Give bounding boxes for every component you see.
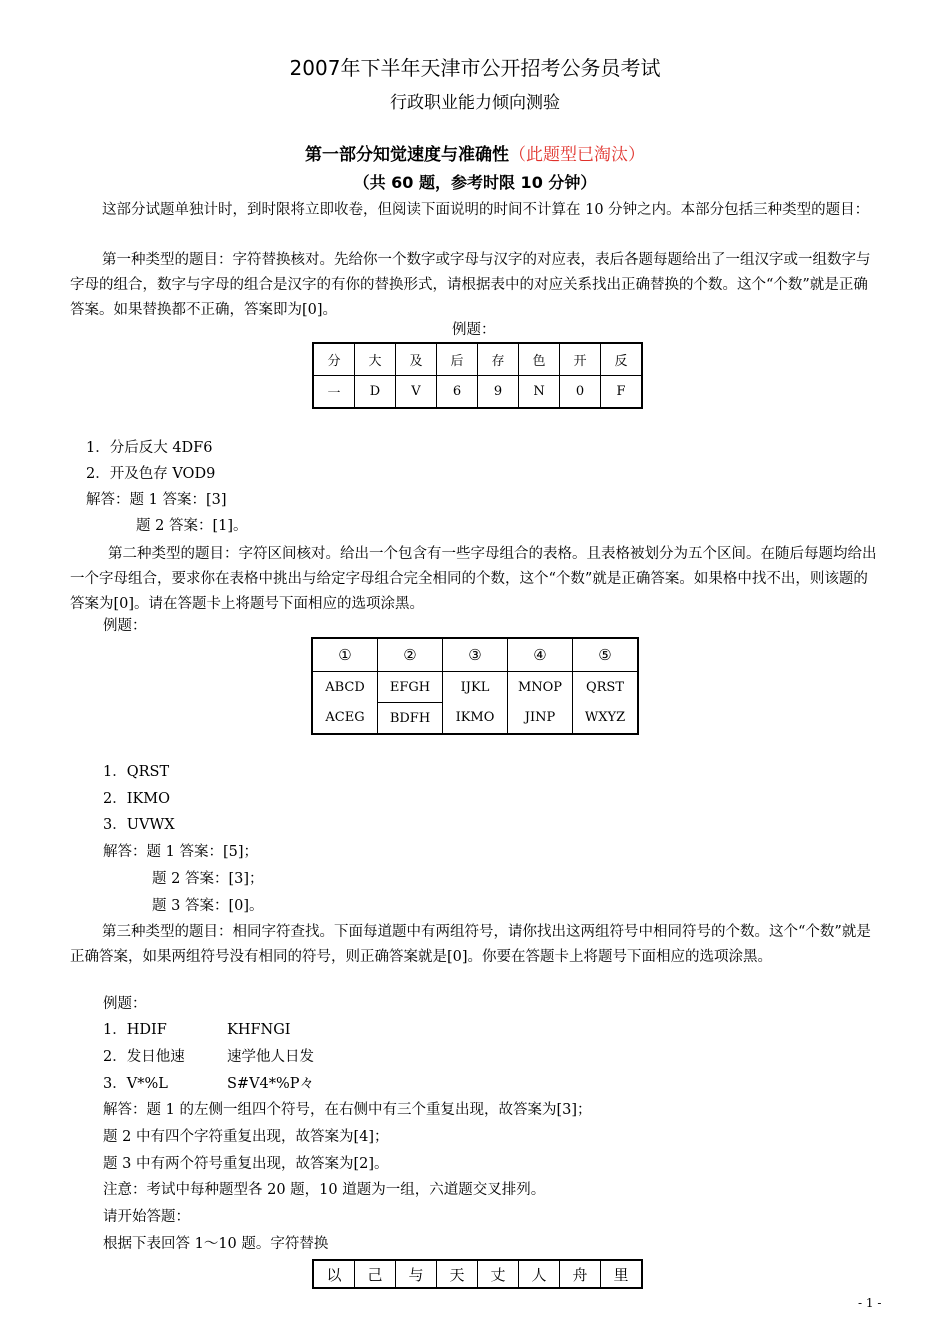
notice-text: 注意：考试中每种题型各 20 题，10 道题为一组，六道题交叉排列。 — [103, 1182, 546, 1198]
table-cell: 及 — [396, 343, 437, 376]
type3-description: 第三种类型的题目：相同字符查找。下面每道题中有两组符号，请你找出这两组符号中相同符号的个数。这个“个数”就是正确答案，如果两组符号没有相同的符号，则正确答案就是[0]。你要在答题卡上将题号下面相应的选项涂黑。 — [70, 924, 871, 965]
table-cell: 9 — [478, 376, 519, 409]
type1-example-label: 例题： — [452, 322, 496, 338]
table-cell: 己 — [355, 1260, 396, 1288]
table-cell: 里 — [601, 1260, 643, 1288]
type3-question-1-left: 1．HDIF — [103, 1022, 167, 1038]
type2-example-label: 例题： — [103, 618, 147, 634]
type2-answer-1: 解答：题 1 答案：[5]； — [103, 844, 258, 860]
type2-description: 第二种类型的题目：字符区间核对。给出一个包含有一些字母组合的表格。且表格被划分为五个区间。在随后每题均给出一个字母组合，要求你在表格中挑出与给定字母组合完全相同的个数，这个“个数”就是正确答案。如果格中找不出，则该题的答案为[0]。请在答题卡上将题号下面相应的选项涂黑。 — [70, 546, 877, 612]
table-header-cell: ⑤ — [573, 638, 639, 672]
table-cell: 存 — [478, 343, 519, 376]
type1-table-row-bottom — [313, 376, 642, 409]
table-cell: QRST — [573, 672, 639, 703]
section-intro: 根据下表回答 1～10 题。字符替换 — [103, 1236, 329, 1252]
table-cell: V — [396, 376, 437, 409]
type2-question-1: 1．QRST — [103, 764, 170, 780]
type2-answer-2: 题 2 答案：[3]； — [152, 871, 264, 887]
table-cell: 以 — [313, 1260, 355, 1288]
type3-question-3-left: 3．V*%L — [103, 1076, 168, 1092]
type2-table-row-2 — [312, 703, 638, 735]
table-cell: N — [519, 376, 560, 409]
type2-question-2: 2．IKMO — [103, 791, 171, 807]
type1-answer-1: 解答：题 1 答案：[3] — [86, 492, 227, 508]
table-header-cell: ① — [312, 638, 378, 672]
table-cell: ACEG — [312, 703, 378, 735]
table-cell: 一 — [313, 376, 355, 409]
table-cell: 与 — [396, 1260, 437, 1288]
question-table-row — [313, 1260, 642, 1288]
document-title: 2007年下半年天津市公开招考公务员考试 — [289, 56, 661, 80]
table-cell: IJKL — [443, 672, 508, 703]
type1-question-2: 2．开及色存 VOD9 — [86, 466, 216, 482]
table-cell: 0 — [560, 376, 601, 409]
table-cell: D — [355, 376, 396, 409]
type3-example-label: 例题： — [103, 996, 147, 1012]
type3-question-1-right: KHFNGI — [227, 1022, 291, 1038]
table-header-cell: ③ — [443, 638, 508, 672]
type1-table-row-top — [313, 343, 642, 376]
table-cell: IKMO — [443, 703, 508, 735]
type2-answer-3: 题 3 答案：[0]。 — [152, 898, 264, 914]
type1-table — [312, 342, 643, 409]
type3-answer-2: 题 2 中有四个字符重复出现，故答案为[4]； — [103, 1129, 389, 1145]
type2-question-3: 3．UVWX — [103, 817, 175, 833]
question-table — [312, 1259, 643, 1289]
start-text: 请开始答题： — [103, 1209, 190, 1225]
table-cell: ABCD — [312, 672, 378, 703]
part-title-text: 第一部分知觉速度与准确性 — [305, 145, 509, 165]
table-cell: JINP — [508, 703, 573, 735]
table-cell: 大 — [355, 343, 396, 376]
type3-question-2-right: 速学他人日发 — [227, 1049, 314, 1065]
table-cell: 色 — [519, 343, 560, 376]
type2-table-header — [312, 638, 638, 672]
table-cell: 舟 — [560, 1260, 601, 1288]
type3-question-2-left: 2．发日他速 — [103, 1049, 185, 1065]
type3-answer-1: 解答：题 1 的左侧一组四个符号，在右侧中有三个重复出现，故答案为[3]； — [103, 1102, 592, 1118]
type2-table-row-1 — [312, 672, 638, 703]
part-title-note: （此题型已淘汰） — [509, 145, 645, 165]
table-cell: 反 — [601, 343, 643, 376]
table-cell: 人 — [519, 1260, 560, 1288]
type3-answer-3: 题 3 中有两个符号重复出现，故答案为[2]。 — [103, 1156, 389, 1172]
table-header-cell: ④ — [508, 638, 573, 672]
table-cell: 天 — [437, 1260, 478, 1288]
table-cell: 分 — [313, 343, 355, 376]
table-cell: MNOP — [508, 672, 573, 703]
table-cell: EFGH — [378, 672, 443, 703]
table-cell: 后 — [437, 343, 478, 376]
type2-table — [311, 637, 639, 735]
type1-answer-2: 题 2 答案：[1]。 — [136, 518, 248, 534]
type1-description: 第一种类型的题目：字符替换核对。先给你一个数字或字母与汉字的对应表，表后各题每题给出了一组汉字或一组数字与字母的组合，数字与字母的组合是汉字的有你的替换形式，请根据表中的对应关系找出正确替换的个数。这个“个数”就是正确答案。如果替换都不正确，答案即为[0]。 — [70, 252, 871, 318]
part-info: （共 60 题，参考时限 10 分钟） — [353, 173, 597, 192]
page-number: - 1 - — [858, 1296, 882, 1310]
table-cell: 丈 — [478, 1260, 519, 1288]
document-subtitle: 行政职业能力倾向测验 — [390, 93, 560, 113]
table-cell: 开 — [560, 343, 601, 376]
table-cell: 6 — [437, 376, 478, 409]
intro-paragraph: 这部分试题单独计时，到时限将立即收卷，但阅读下面说明的时间不计算在 10 分钟之内。本部分包括三种类型的题目： — [102, 202, 870, 218]
type1-question-1: 1．分后反大 4DF6 — [86, 440, 213, 456]
part-title — [0, 140, 950, 165]
table-cell: WXYZ — [573, 703, 639, 735]
table-cell: BDFH — [378, 703, 443, 735]
type3-question-3-right: S#V4*%P々 — [227, 1076, 315, 1092]
table-cell: F — [601, 376, 643, 409]
table-header-cell: ② — [378, 638, 443, 672]
